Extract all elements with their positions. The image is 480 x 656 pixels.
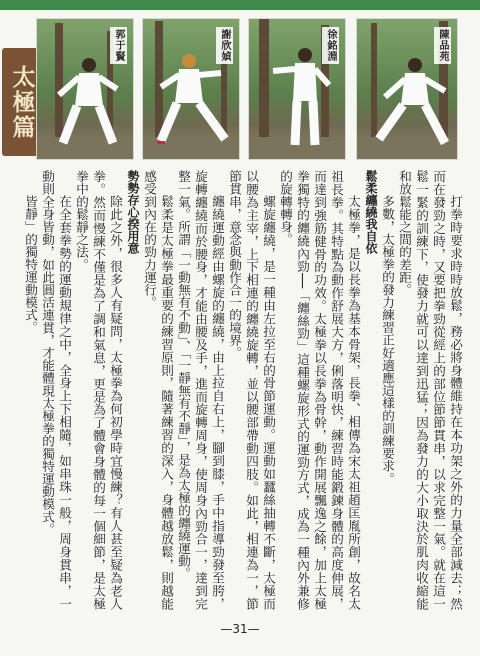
paragraph-5: 纏繞運動經由螺旋的纏繞，由上拉自右上，腳到膝，手中指導勁發至胯，旋轉纏繞而於腰身，才能由腰及手，進而旋轉周身，使周身內勁合一，達到完整一氣。所謂「一動無有不動」、「一靜無有不靜」，是為太極的纏繞運動。 [176, 170, 225, 610]
top-color-bar [0, 0, 480, 10]
subheading-1: 鬆柔纏繞我自依 [364, 170, 378, 254]
paragraph-9: 皆靜」的獨特運動模式。 [23, 195, 38, 334]
taichi-figure-4 [371, 51, 451, 151]
paragraph-4: 螺旋纏繞，是一種由左拉至右的骨節運動。運動如蠶絲抽轉不斷，太極而以腰為主宰，上下相連的纏繞旋轉，並以腰部帶動四肢。如此，相連為一，節節貫串，意念與動作合一的境界。 [227, 170, 276, 610]
article-block-1 [22, 170, 464, 610]
photo-caption-1: 郭于賢 [110, 27, 127, 64]
paragraph-1: 打拳時要求時時放鬆，務必將身體維持在本功架之外的力量全部減去；然而在發勁之時，又要把拳勁從經上的部位節節貫串，以求完整一氣。就在這一鬆一緊的訓練下，使發力就可以達到迅猛；因為發力的大小取決於肌肉收縮能和放鬆能之間的差距。 [397, 170, 463, 610]
paragraph-7: 除此之外，很多人有疑問，太極拳為何初學時宜慢練？有人甚至疑為老人拳。然而慢練不僅是為了調和氣息，更是為了體會身體的每一個細節，是太極拳中的鬆靜之法。 [74, 170, 123, 610]
photo-1 [36, 18, 134, 160]
section-tag: 太極篇 [2, 48, 42, 156]
paragraph-8: 在全套拳勢的運動規律之中，全身上下相隨，如串珠一般，周身貫串，一動則全身皆動，如此圓活連貫，才能體現太極拳的獨特運動模式。 [40, 170, 72, 610]
paragraph-6: 鬆柔是太極拳最重要的練習原則，隨著練習的深入，身體越放鬆，則越能感受到內在的勁力運行。 [142, 170, 174, 610]
photo-caption-2: 謝欣媜 [216, 27, 233, 64]
photo-caption-4: 陳品苑 [434, 27, 451, 64]
photo-caption-3: 徐銘淵 [322, 27, 339, 64]
subheading-2: 勢勢存心揆用意 [126, 170, 140, 254]
paragraph-3: 太極拳，是以長拳為基本骨架，長拳、相傳為宋太祖趙匡胤所創，故名太祖長拳。其特點為動作舒展大方，俐落明快，練習時能鍛鍊身體的高度伸展，而達到強筋健骨的功效。太極拳以長拳為骨幹，動作開展飄逸之餘，加上太極拳獨特的纏繞內勁──「纏絲勁」這種螺旋形式的運勁方式，成為一種內外兼修的旋轉轉身。 [278, 170, 361, 610]
paragraph-2: 多數，太極拳的發力練習正好適應這樣的訓練要求。 [380, 195, 395, 485]
photo-3 [248, 18, 346, 160]
photo-2 [142, 18, 240, 160]
article-body [23, 170, 464, 610]
page-number: —31— [220, 622, 260, 636]
taichi-figure-1 [53, 51, 123, 151]
photo-4 [356, 18, 458, 160]
